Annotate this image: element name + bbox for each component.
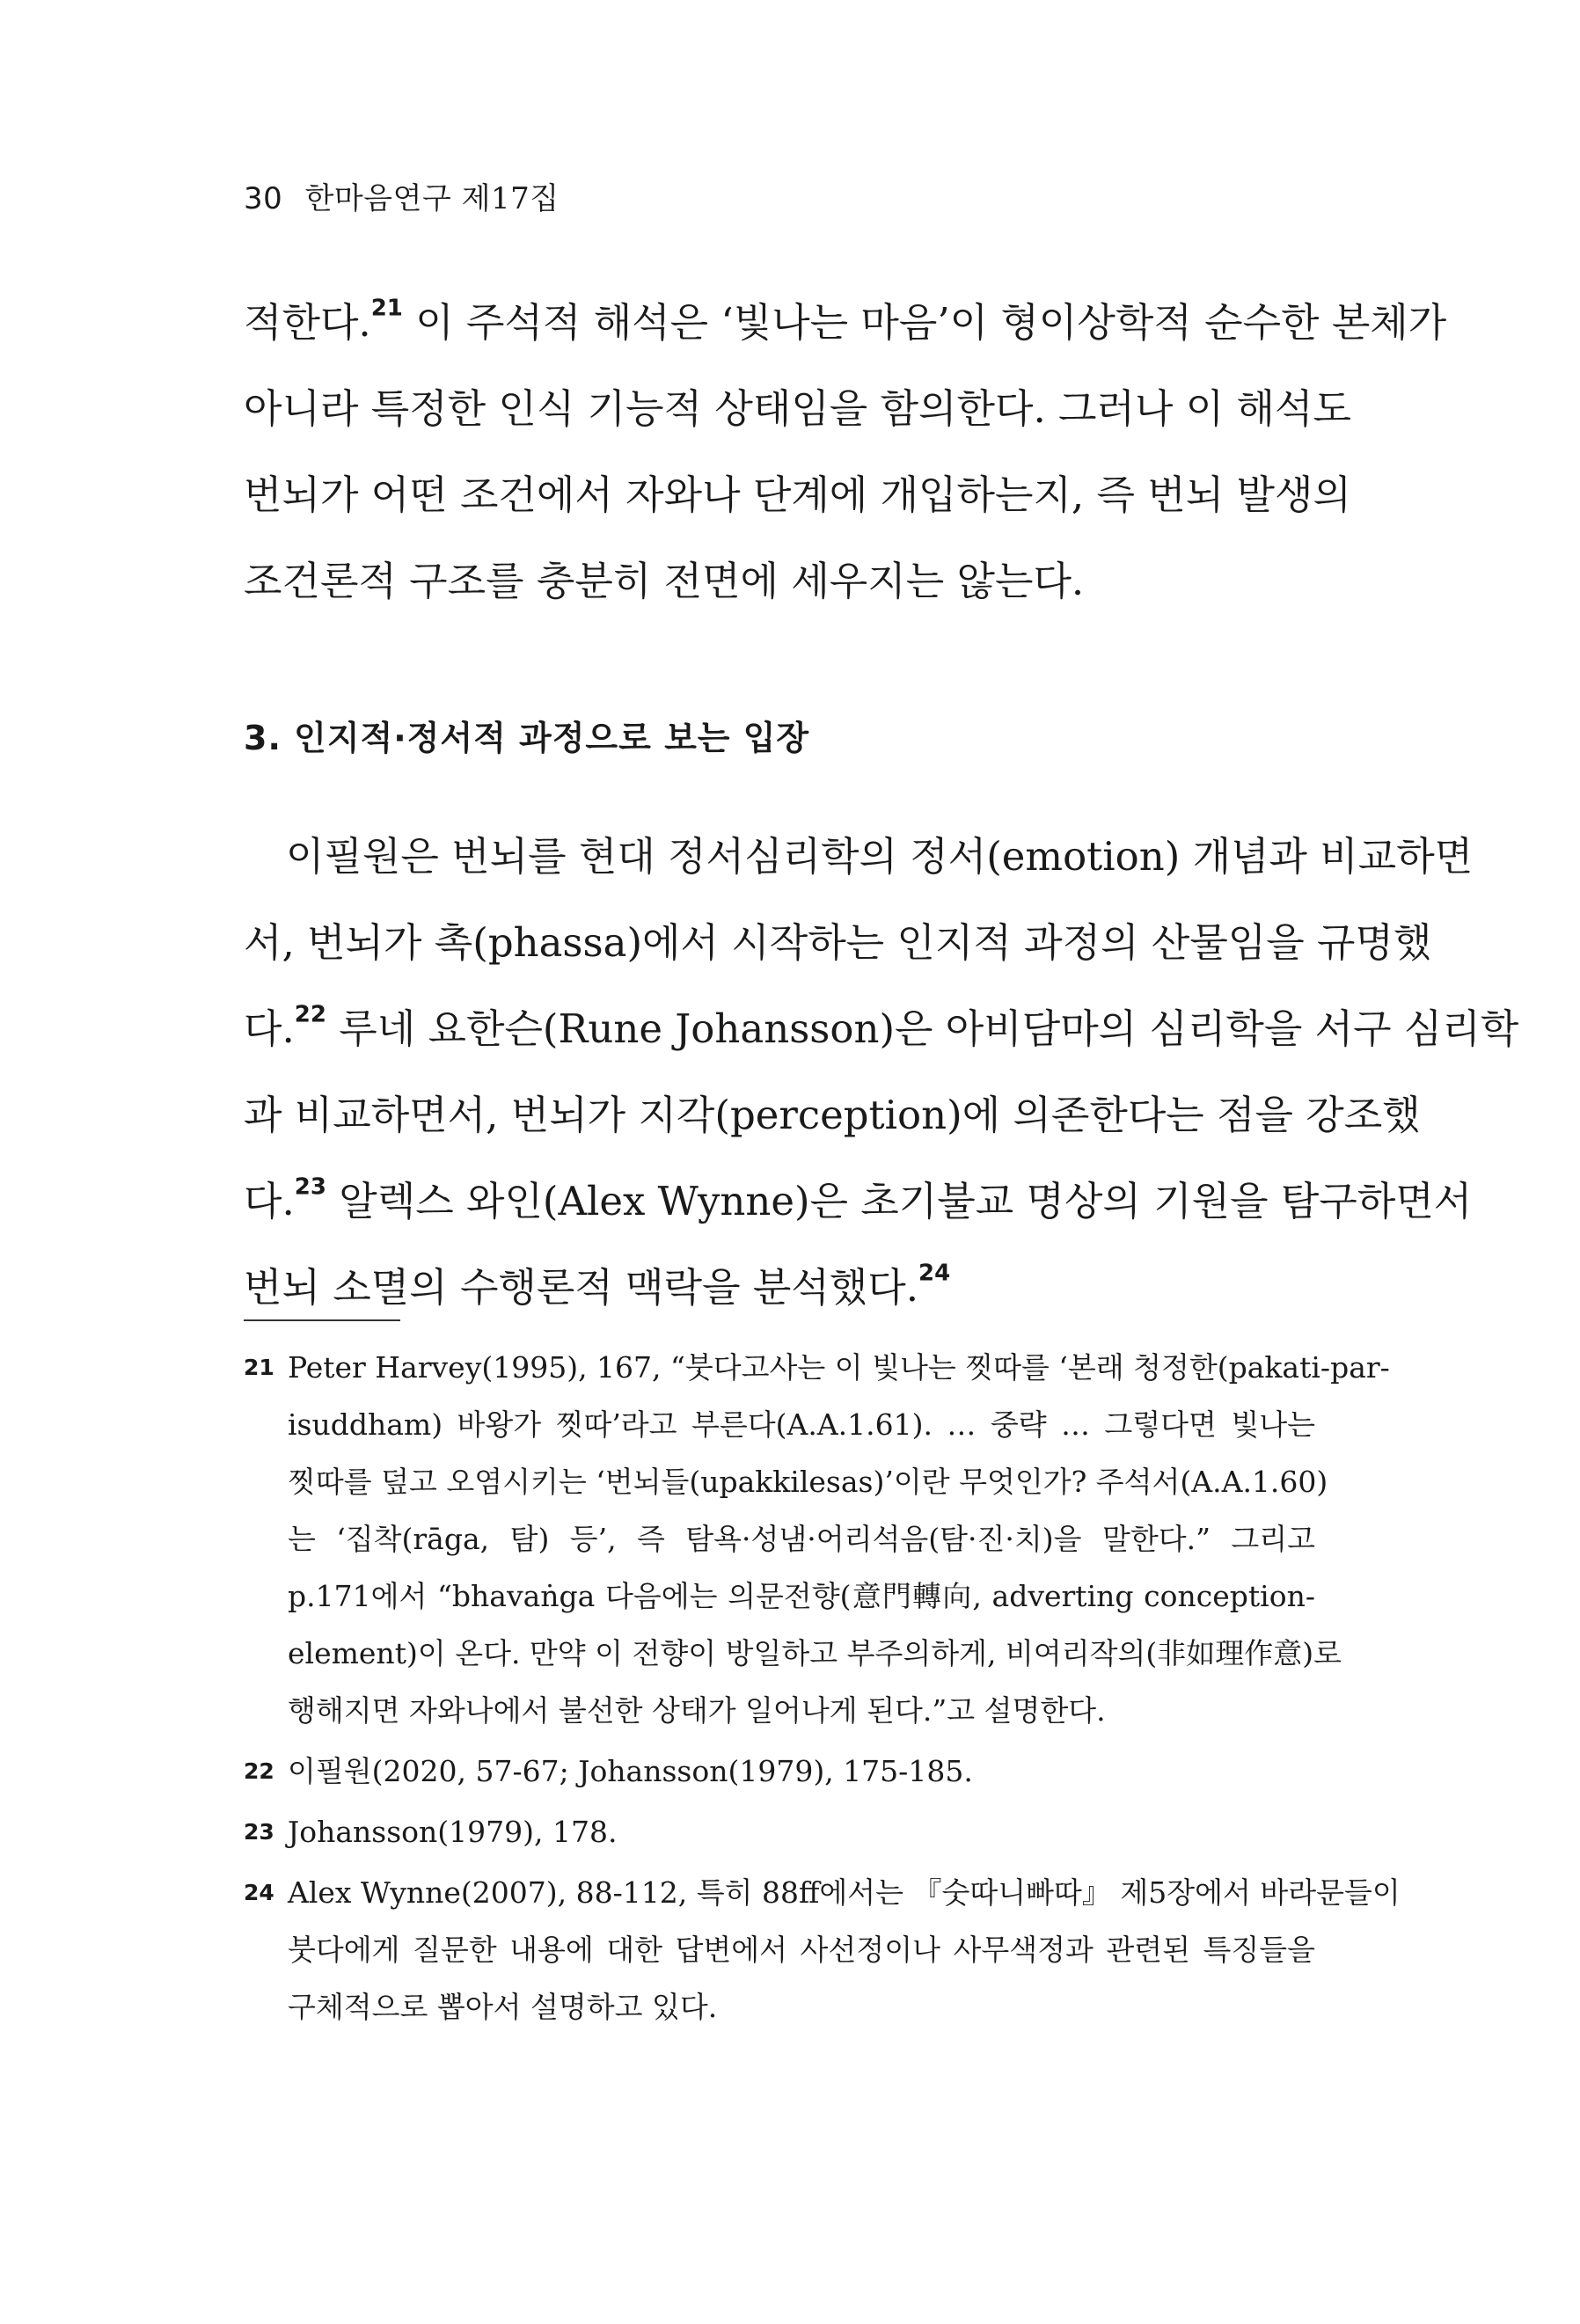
footnote-line: p.171에서 “bhavaṅga 다음에는 의문전향(意門轉向, adverting conception-: [288, 1579, 1315, 1613]
footnote-line: 는 ‘집착(rāga, 탐) 등’, 즉 탐욕·성냄·어리석음(탐·진·치)을 말한다.” 그리고: [288, 1522, 1315, 1556]
paragraph-line: 서, 번뇌가 촉(phassa)에서 시작하는 인지적 과정의 산물임을 규명했: [244, 919, 1432, 966]
footnote-number: 22: [244, 1758, 274, 1784]
footnote-number: 23: [244, 1819, 274, 1845]
footnote: [244, 1743, 1315, 1800]
section-heading: 3. 인지적·정서적 과정으로 보는 입장: [244, 719, 810, 757]
footnote-ref: 22: [294, 1001, 326, 1028]
footnote-separator: [244, 1319, 400, 1321]
lead-paragraph: [244, 280, 1447, 625]
paragraph-line: 조건론적 구조를 충분히 전면에 세우지는 않는다.: [244, 558, 1085, 604]
footnotes: [244, 1339, 1401, 2039]
paragraph-line: 적한다.$^{21}$ 이 주석적 해석은 ‘빛나는 마음’이 형이상학적 순수한 본체가: [244, 295, 1447, 346]
paragraph-line: 아니라 특정한 인식 기능적 상태임을 함의한다. 그러나 이 해석도: [244, 385, 1351, 432]
page-number: 30: [244, 181, 283, 216]
footnote-number: 21: [244, 1355, 274, 1380]
footnote-number: 24: [244, 1880, 274, 1905]
footnote-line: 붓다에게 질문한 내용에 대한 답변에서 사선정이나 사무색정과 관련된 특징들을: [288, 1933, 1315, 1967]
footnote: [244, 1864, 1401, 2035]
footnote-line: Johansson(1979), 178.: [288, 1815, 618, 1849]
footnote: [244, 1339, 1390, 1739]
paragraph-line: 과 비교하면서, 번뇌가 지각(perception)에 의존한다는 점을 강조했: [244, 1092, 1421, 1138]
footnote-ref: 21: [370, 295, 403, 322]
section-paragraph: [244, 814, 1519, 1331]
running-header: [244, 174, 560, 217]
footnote-line: Peter Harvey(1995), 167, “붓다고사는 이 빛나는 찟따를 ‘본래 청정한(pakati-par-: [288, 1350, 1390, 1385]
paragraph-line: 다.$^{23}$ 알렉스 와인(Alex Wynne)은 초기불교 명상의 기원을 탐구하면서: [244, 1173, 1473, 1224]
footnote: [244, 1803, 1315, 1860]
footnote-ref: 23: [294, 1173, 326, 1201]
footnote-ref: 24: [918, 1260, 951, 1287]
paragraph-line: 이필원은 번뇌를 현대 정서심리학의 정서(emotion) 개념과 비교하면: [286, 833, 1474, 880]
paragraph-line: 번뇌가 어떤 조건에서 자와나 단계에 개입하는지, 즉 번뇌 발생의: [244, 471, 1351, 518]
paragraph-line: 번뇌 소멸의 수행론적 맥락을 분석했다.$^{24}$: [244, 1260, 951, 1311]
footnote-line: 찟따를 덮고 오염시키는 ‘번뇌들(upakkilesas)’이란 무엇인가? 주석서(A.A.1.60): [288, 1465, 1328, 1499]
journal-title: 한마음연구 제17집: [304, 181, 560, 216]
footnote-line: element)이 온다. 만약 이 전향이 방일하고 부주의하게, 비여리작의(非如理作意)로: [288, 1636, 1342, 1670]
paragraph-line: 다.$^{22}$ 루네 요한슨(Rune Johansson)은 아비담마의 심리학을 서구 심리학: [244, 1001, 1519, 1052]
footnote-line: 구체적으로 뽑아서 설명하고 있다.: [288, 1990, 718, 2024]
footnote-line: 행해지면 자와나에서 불선한 상태가 일어나게 된다.”고 설명한다.: [288, 1693, 1106, 1728]
footnote-line: Alex Wynne(2007), 88-112, 특히 88ff에서는 『숫따니빠따』 제5장에서 바라문들이: [288, 1875, 1401, 1910]
footnote-line: isuddham) 바왕가 찟따’라고 부른다(A.A.1.61). … 중략 … 그렇다면 빛나는: [288, 1407, 1315, 1442]
footnote-line: 이필원(2020, 57-67; Johansson(1979), 175-185.: [288, 1754, 973, 1788]
